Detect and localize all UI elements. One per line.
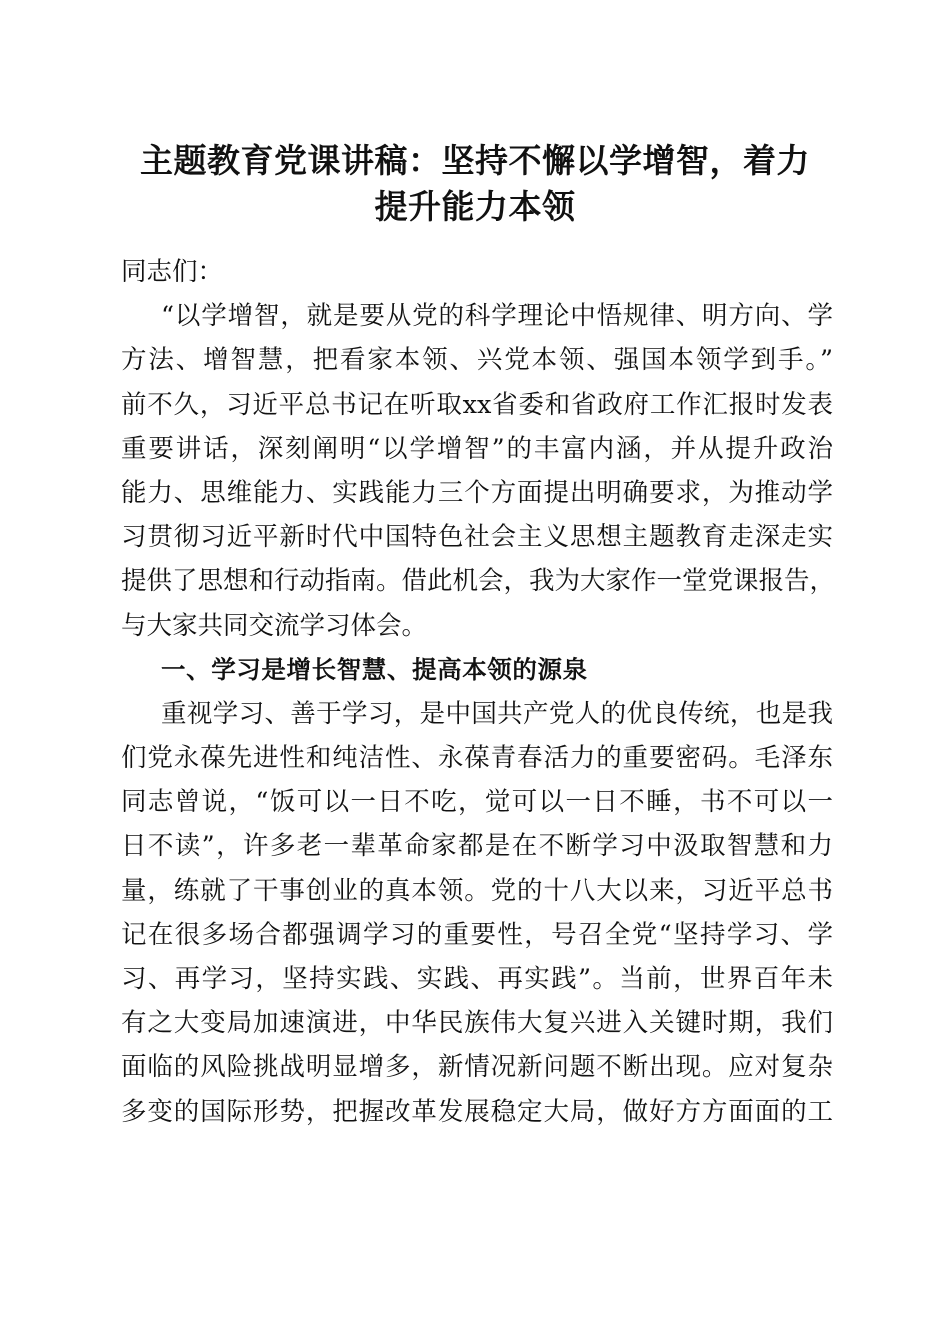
paragraph-2-line: 同志曾说，“饭可以一日不吃，觉可以一日不睡，书不可以一: [121, 787, 833, 818]
paragraph-2-line: 们党永葆先进性和纯洁性、永葆青春活力的重要密码。毛泽东: [121, 743, 833, 774]
paragraph-1-line: 习贯彻习近平新时代中国特色社会主义思想主题教育走深走实: [121, 522, 833, 553]
document-body: [121, 250, 836, 1134]
paragraph-2: [121, 692, 833, 1134]
paragraph-1-line: 方法、增智慧，把看家本领、兴党本领、强国本领学到手。”: [121, 345, 833, 376]
paragraph-2-line: 记在很多场合都强调学习的重要性，号召全党“坚持学习、学: [121, 919, 833, 950]
paragraph-2-line: 有之大变局加速演进，中华民族伟大复兴进入关键时期，我们: [121, 1008, 833, 1039]
paragraph-1-line: 与大家共同交流学习体会。: [121, 610, 428, 641]
section-1-heading: 一、学习是增长智慧、提高本领的源泉: [161, 654, 588, 684]
paragraph-1-line: 重要讲话，深刻阐明“以学增智”的丰富内涵，并从提升政治: [121, 433, 833, 464]
paragraph-2-line: 重视学习、善于学习，是中国共产党人的优良传统，也是我: [161, 698, 833, 729]
paragraph-1-line: “以学增智，就是要从党的科学理论中悟规律、明方向、学: [161, 301, 833, 332]
paragraph-1-line: 提供了思想和行动指南。借此机会，我为大家作一堂党课报告，: [121, 566, 836, 597]
paragraph-2-line: 量，练就了干事创业的真本领。党的十八大以来，习近平总书: [121, 875, 833, 906]
paragraph-1: [121, 294, 836, 648]
paragraph-2-line: 多变的国际形势，把握改革发展稳定大局，做好方方面面的工: [121, 1096, 833, 1127]
document-title-line-1: 主题教育党课讲稿：坚持不懈以学增智，着力: [140, 141, 810, 180]
paragraph-2-line: 习、再学习，坚持实践、实践、再实践”。当前，世界百年未: [121, 964, 833, 994]
paragraph-2-line: 日不读”，许多老一辈革命家都是在不断学习中汲取智慧和力: [121, 831, 833, 862]
paragraph-2-line: 面临的风险挑战明显增多，新情况新问题不断出现。应对复杂: [121, 1052, 833, 1083]
paragraph-1-line: 前不久，习近平总书记在听取xx省委和省政府工作汇报时发表: [121, 389, 833, 420]
document-title-line-2: 提升能力本领: [374, 187, 576, 226]
greeting: 同志们：: [121, 257, 224, 287]
paragraph-1-line: 能力、思维能力、实践能力三个方面提出明确要求，为推动学: [121, 477, 833, 508]
